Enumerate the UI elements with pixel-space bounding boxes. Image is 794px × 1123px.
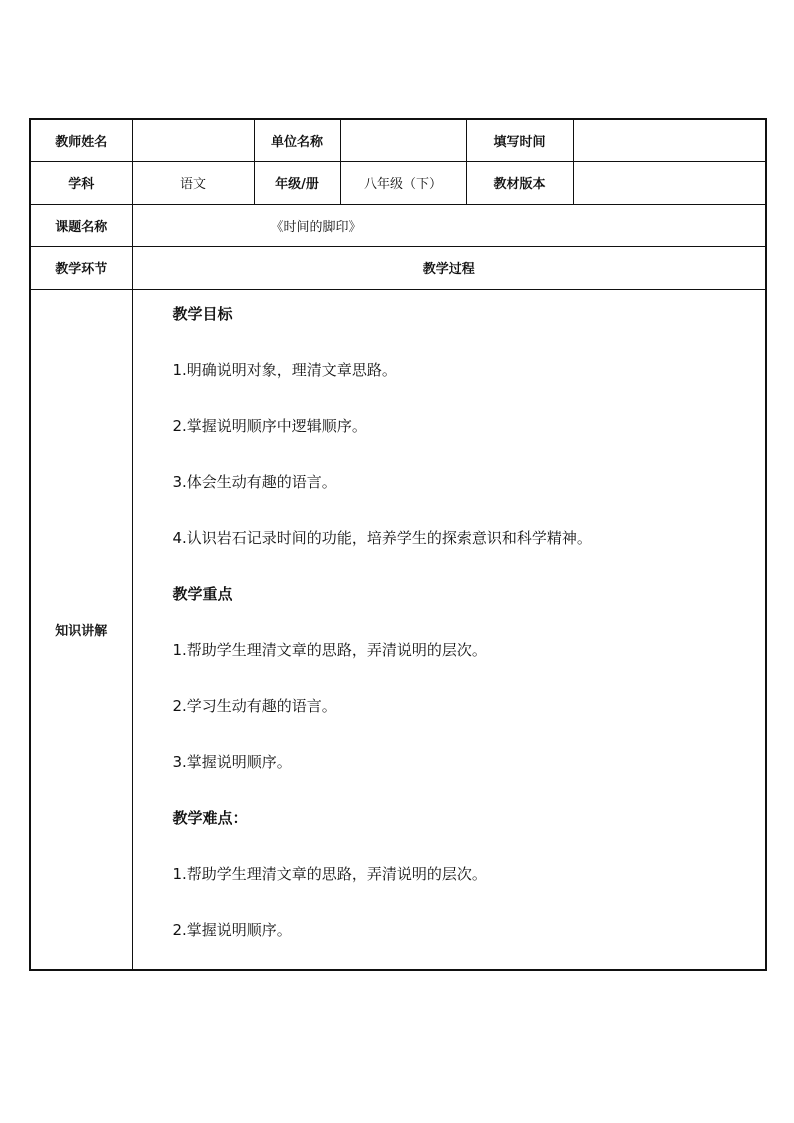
teaching-process-label: 教学过程 [132,246,766,289]
key-point-item: 2.学习生动有趣的语言。 [172,696,337,715]
objective-item: 4.认识岩石记录时间的功能，培养学生的探索意识和科学精神。 [172,528,592,547]
header-row-2 [30,161,766,204]
objective-item: 3.体会生动有趣的语言。 [172,472,337,491]
difficulty-item: 1.帮助学生理清文章的思路，弄清说明的层次。 [172,864,487,883]
header-row-1 [30,119,766,161]
key-point-item: 3.掌握说明顺序。 [172,752,292,771]
textbook-version-label: 教材版本 [466,161,573,204]
unit-name-label: 单位名称 [254,119,340,161]
section-header-row [30,246,766,289]
textbook-version-field[interactable] [573,161,766,204]
grade-value[interactable]: 八年级（下） [340,161,466,204]
subject-value[interactable]: 语文 [132,161,254,204]
key-points-heading: 教学重点 [172,584,233,603]
lesson-title-row [30,204,766,246]
fill-time-field[interactable] [573,119,766,161]
teacher-name-field[interactable] [132,119,254,161]
knowledge-explanation-label: 知识讲解 [30,289,132,970]
teaching-content[interactable] [132,289,766,970]
objective-item: 1.明确说明对象，理清文章思路。 [172,360,397,379]
lesson-title-value[interactable]: 《时间的脚印》 [132,204,766,246]
key-point-item: 1.帮助学生理清文章的思路，弄清说明的层次。 [172,640,487,659]
difficulty-item: 2.掌握说明顺序。 [172,920,292,939]
objectives-heading: 教学目标 [172,304,233,323]
lesson-title-label: 课题名称 [30,204,132,246]
unit-name-field[interactable] [340,119,466,161]
teaching-section-label: 教学环节 [30,246,132,289]
lesson-plan-table [29,118,767,971]
difficulties-heading: 教学难点： [172,808,248,827]
subject-label: 学科 [30,161,132,204]
knowledge-row [30,289,766,970]
objective-item: 2.掌握说明顺序中逻辑顺序。 [172,416,367,435]
teacher-name-label: 教师姓名 [30,119,132,161]
grade-label: 年级/册 [254,161,340,204]
fill-time-label: 填写时间 [466,119,573,161]
